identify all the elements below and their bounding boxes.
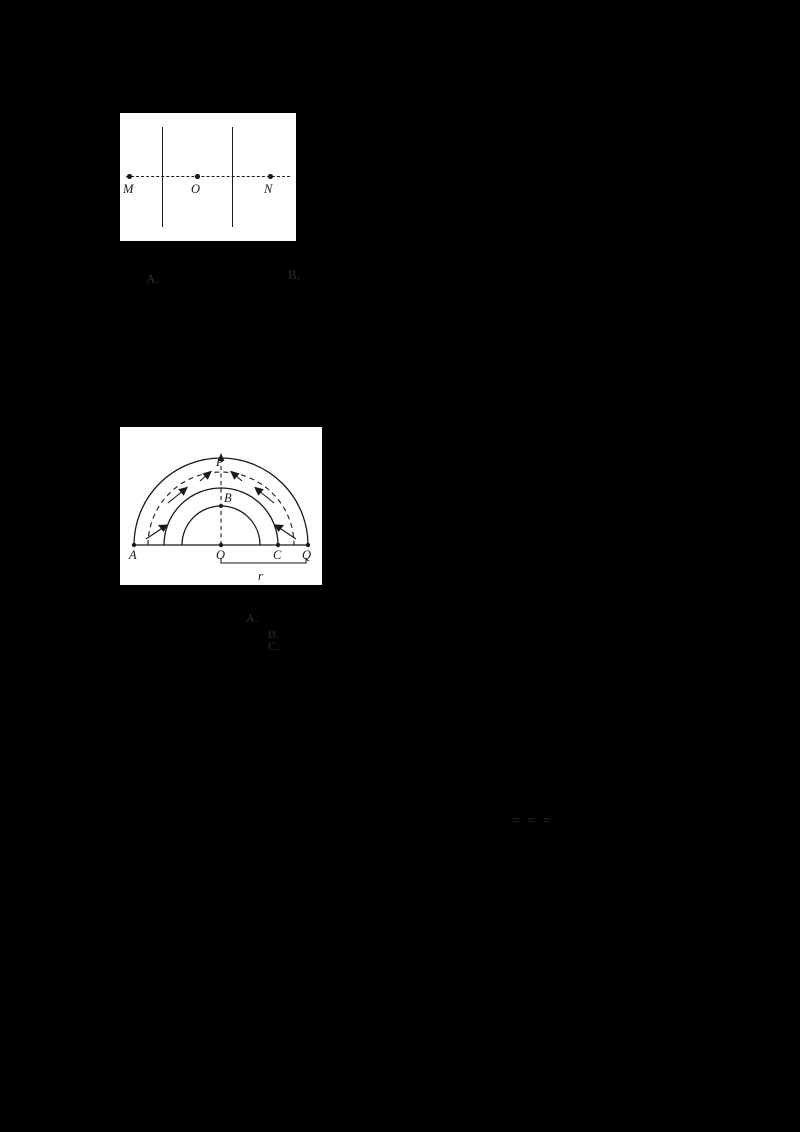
figure2-caption-mid: B. <box>268 627 280 641</box>
point-dot-n <box>268 174 273 179</box>
label-c: C <box>273 548 282 562</box>
figure1-caption-right: B. <box>288 267 301 282</box>
field-line-right <box>232 127 233 227</box>
label-o: O <box>216 548 226 562</box>
label-a: A <box>129 548 137 562</box>
figure-parallel-plate-field <box>120 113 296 241</box>
point-dot-m <box>127 174 132 179</box>
field-line-left <box>162 127 163 227</box>
label-m: M <box>123 182 134 196</box>
label-o: O <box>191 182 201 196</box>
inline-equation-fragment: = = = <box>512 814 553 829</box>
point-dot-o <box>195 174 200 179</box>
figure-semicircular-field <box>120 427 322 585</box>
label-b: B <box>224 491 232 505</box>
label-n: N <box>264 182 273 196</box>
dashed-axis-line <box>126 176 290 177</box>
figure2-caption-bottom: C. <box>268 639 280 653</box>
outer-arc <box>134 458 308 545</box>
radius-brace <box>221 558 306 563</box>
semicircle-diagram-svg <box>120 427 322 585</box>
figure2-caption-top: A. <box>246 611 259 625</box>
figure1-caption-left: A. <box>146 271 160 286</box>
label-q: Q <box>302 548 312 562</box>
label-p: P <box>216 455 224 469</box>
label-radius: r <box>258 569 263 583</box>
